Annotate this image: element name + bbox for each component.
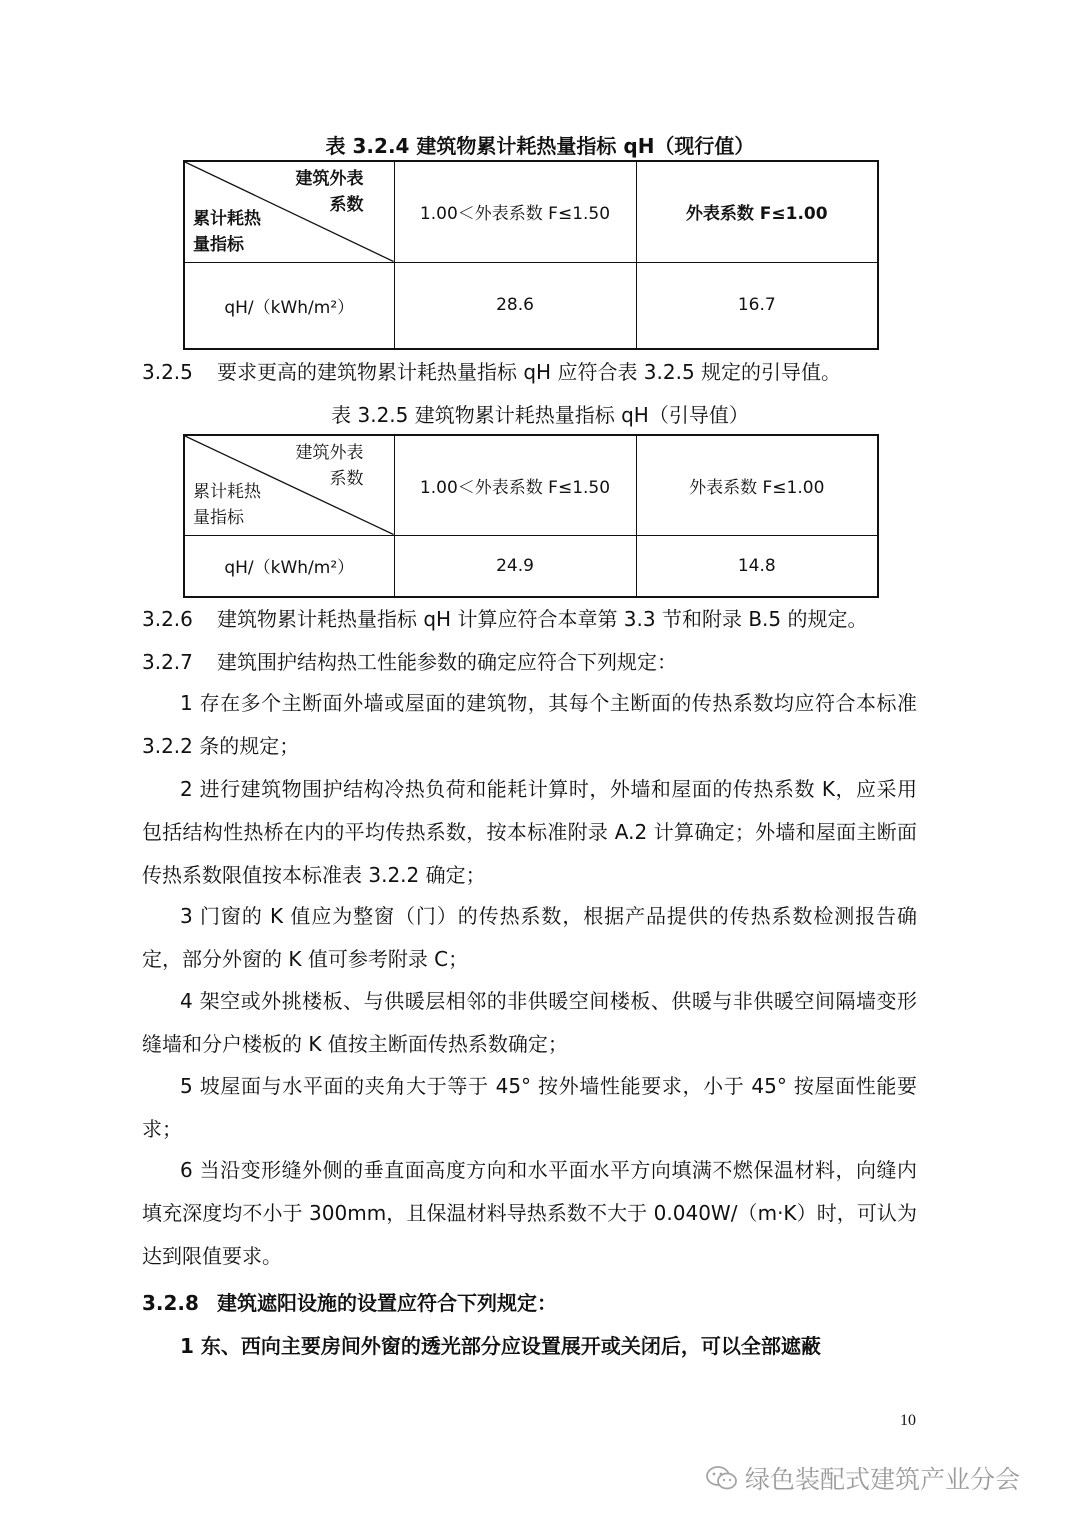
table-325-value-1: 24.9 xyxy=(394,535,636,597)
table-325-diagonal-header xyxy=(184,435,394,535)
table-324-value-1: 28.6 xyxy=(394,262,636,349)
table-324-row-label: qH/（kWh/m²） xyxy=(184,262,394,349)
clause-327-item-1: 1 存在多个主断面外墙或屋面的建筑物，其每个主断面的传热系数均应符合本标准 3.2.2 条的规定； xyxy=(142,691,917,758)
clause-326: 3.2.6 建筑物累计耗热量指标 qH 计算应符合本章第 3.3 节和附录 B.5 的规定。 xyxy=(142,607,868,631)
clause-328: 3.2.8 建筑遮阳设施的设置应符合下列规定： xyxy=(142,1291,557,1315)
wechat-icon xyxy=(705,1464,739,1498)
clause-327-item-2: 2 进行建筑物围护结构冷热负荷和能耗计算时，外墙和屋面的传热系数 K，应采用包括结构性热桥在内的平均传热系数，按本标准附录 A.2 计算确定；外墙和屋面主断面传热系数限值按本标准表 3.2.2 确定； xyxy=(142,777,917,887)
table-325-col2-header: 外表系数 F≤1.00 xyxy=(636,435,878,535)
table-325-header-row xyxy=(184,435,878,535)
table-324 xyxy=(183,160,879,350)
table-324-value-2: 16.7 xyxy=(636,262,878,349)
table-325-row-label: qH/（kWh/m²） xyxy=(184,535,394,597)
table-324-diagonal-header xyxy=(184,161,394,262)
table-325-col1-header: 1.00＜外表系数 F≤1.50 xyxy=(394,435,636,535)
clause-325: 3.2.5 要求更高的建筑物累计耗热量指标 qH 应符合表 3.2.5 规定的引导值。 xyxy=(142,360,842,384)
table-325-caption: 表 3.2.5 建筑物累计耗热量指标 qH（引导值） xyxy=(331,403,749,427)
clause-327-item-6: 6 当沿变形缝外侧的垂直面高度方向和水平面水平方向填满不燃保温材料，向缝内填充深度均不小于 300mm，且保温材料导热系数不大于 0.040W/（m·K）时，可认为达到限值要求。 xyxy=(142,1158,917,1268)
clause-327-item-4: 4 架空或外挑楼板、与供暖层相邻的非供暖空间楼板、供暖与非供暖空间隔墙变形缝墙和分户楼板的 K 值按主断面传热系数确定； xyxy=(142,989,917,1056)
table-324-caption: 表 3.2.4 建筑物累计耗热量指标 qH（现行值） xyxy=(325,134,755,158)
watermark-text: 绿色装配式建筑产业分会 xyxy=(745,1465,1021,1494)
diag-top-label: 建筑外表 系数 xyxy=(295,169,364,215)
diag-top-label: 建筑外表 系数 xyxy=(295,443,364,489)
page-number: 10 xyxy=(900,1412,916,1429)
table-325 xyxy=(183,434,879,598)
diag-bottom-label: 累计耗热 量指标 xyxy=(193,208,261,255)
clause-327-item-3: 3 门窗的 K 值应为整窗（门）的传热系数，根据产品提供的传热系数检测报告确定，部分外窗的 K 值可参考附录 C； xyxy=(142,904,917,971)
table-325-data-row xyxy=(184,535,878,597)
table-324-col2-header: 外表系数 F≤1.00 xyxy=(636,161,878,262)
watermark xyxy=(705,1460,1020,1498)
clause-327-item-5: 5 坡屋面与水平面的夹角大于等于 45° 按外墙性能要求，小于 45° 按屋面性能要求； xyxy=(142,1074,917,1141)
clause-328-item-1: 1 东、西向主要房间外窗的透光部分应设置展开或关闭后，可以全部遮蔽 xyxy=(180,1334,821,1358)
table-324-col1-header: 1.00＜外表系数 F≤1.50 xyxy=(394,161,636,262)
table-324-header-row xyxy=(184,161,878,262)
table-324-data-row xyxy=(184,262,878,349)
clause-327: 3.2.7 建筑围护结构热工性能参数的确定应符合下列规定： xyxy=(142,650,677,674)
diag-bottom-label: 累计耗热 量指标 xyxy=(193,481,261,528)
table-325-value-2: 14.8 xyxy=(636,535,878,597)
